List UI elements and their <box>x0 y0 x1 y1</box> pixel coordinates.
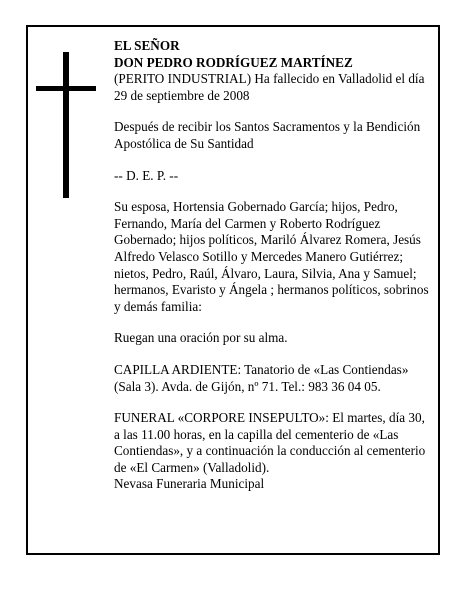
prayer-request: Ruegan una oración por su alma. <box>114 330 288 346</box>
funeral-home: Nevasa Funeraria Municipal <box>114 476 265 492</box>
latin-cross-icon <box>36 52 96 198</box>
chapel-info: CAPILLA ARDIENTE: Tanatorio de «Las Contiendas» (Sala 3). Avda. de Gijón, nº 71. Tel.: 983 36 04 05. <box>114 361 409 394</box>
rip-line: -- D. E. P. -- <box>114 167 179 183</box>
sacraments-paragraph: Después de recibir los Santos Sacramentos y la Bendición Apostólica de Su Santidad <box>114 119 421 151</box>
family-paragraph: Su esposa, Hortensia Gobernado García; hijos, Pedro, Fernando, María del Carmen y Roberto Rodríguez Gobernado; hijos políticos, Mariló Álvarez Romera, Jesús Alfredo Velasco Sotillo y Mercedes Manero Gutiérrez; nietos, Pedro, Raúl, Álvaro, Laura, Silvia, Ana y Samuel; hermanos, Evaristo y Ángela ; hermanos políticos, sobrinos y demás familia: <box>114 199 429 314</box>
death-notice: (PERITO INDUSTRIAL) Ha fallecido en Valladolid el día 29 de septiembre de 2008 <box>114 71 425 103</box>
heading-title: EL SEÑOR <box>114 38 180 53</box>
funeral-info: FUNERAL «CORPORE INSEPULTO»: El martes, día 30, a las 11.00 horas, en la capilla del cementerio de «Las Contiendas», y a continuación la conducción al cementerio de «El Carmen» (Valladolid). <box>114 410 426 475</box>
deceased-name: DON PEDRO RODRÍGUEZ MARTÍNEZ <box>114 54 353 70</box>
obituary-text <box>114 38 429 493</box>
